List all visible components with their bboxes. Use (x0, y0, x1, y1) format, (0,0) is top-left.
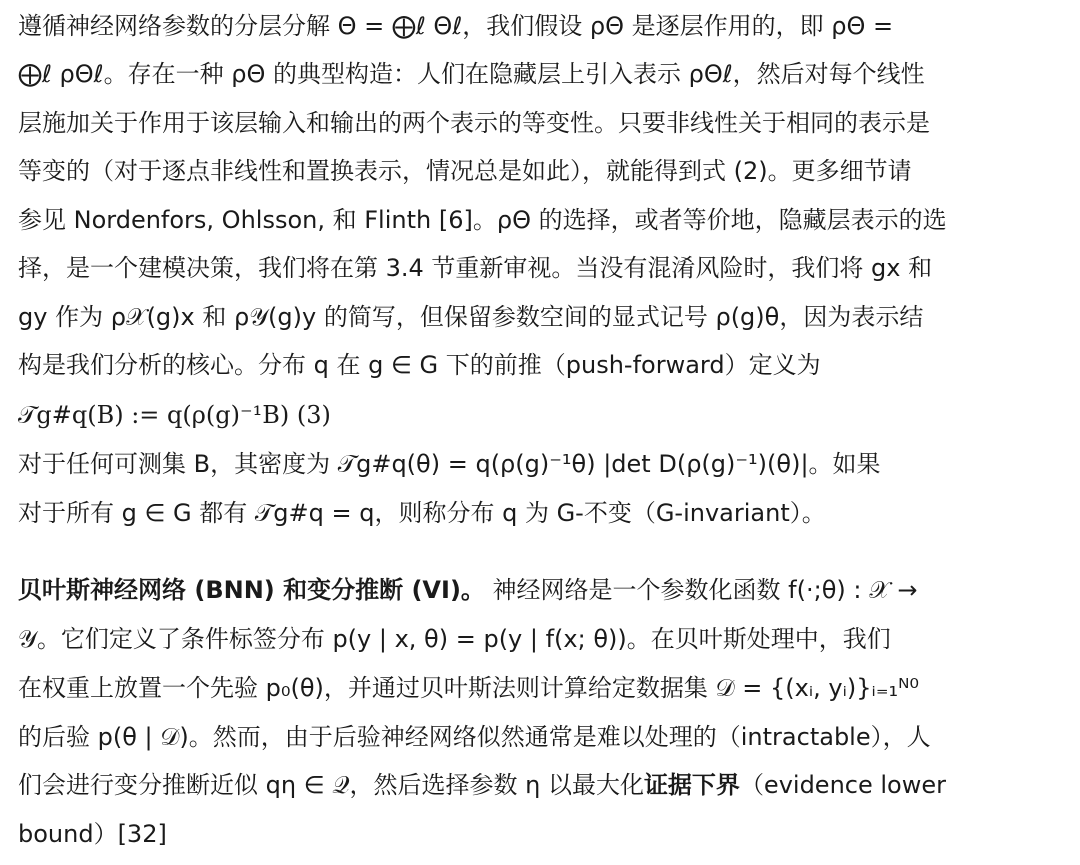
text-line: 对于任何可测集 B，其密度为 𝒯g#q(θ) = q(ρ(g)⁻¹θ) |det D(ρ(g)⁻¹)(θ)|。如果 (18, 450, 881, 478)
text-line (18, 773, 1066, 797)
bold-term-elbo: 证据下界 (643, 771, 740, 799)
text-line: 参见 Nordenfors, Ohlsson, 和 Flinth [6]。ρΘ 的选择，或者等价地，隐藏层表示的选 (18, 206, 947, 234)
text-run: 神经网络是一个参数化函数 f(·;θ) : 𝒳 → (484, 576, 918, 604)
equation-pushforward: 𝒯g#q(B) := q(ρ(g)⁻¹B) (3) (18, 401, 331, 429)
text-line: 在权重上放置一个先验 p₀(θ)，并通过贝叶斯法则计算给定数据集 𝒟 = {(xᵢ, yᵢ)}ᵢ₌₁ᴺ⁰ (18, 674, 920, 702)
text-line: 对于所有 g ∈ G 都有 𝒯g#q = q，则称分布 q 为 G-不变（G-invariant）。 (18, 499, 826, 527)
text-line: 层施加关于作用于该层输入和输出的两个表示的等变性。只要非线性关于相同的表示是 (18, 109, 930, 137)
text-line: ⨁ℓ ρΘℓ。存在一种 ρΘ 的典型构造：人们在隐藏层上引入表示 ρΘℓ，然后对每个线性 (18, 60, 925, 88)
text-line: 构是我们分析的核心。分布 q 在 g ∈ G 下的前推（push-forward）定义为 (18, 351, 821, 379)
text-run: （evidence lower (739, 771, 946, 799)
text-line: gy 作为 ρ𝒳(g)x 和 ρ𝒴(g)y 的简写，但保留参数空间的显式记号 ρ(g)θ，因为表示结 (18, 303, 924, 331)
text-line: 遵循神经网络参数的分层分解 Θ = ⨁ℓ Θℓ，我们假设 ρΘ 是逐层作用的，即 ρΘ = (18, 12, 894, 40)
text-line: 𝒴。它们定义了条件标签分布 p(y | x, θ) = p(y | f(x; θ))。在贝叶斯处理中，我们 (18, 625, 891, 653)
text-line: 择，是一个建模决策，我们将在第 3.4 节重新审视。当没有混淆风险时，我们将 gx 和 (18, 254, 933, 282)
text-line: 的后验 p(θ | 𝒟)。然而，由于后验神经网络似然通常是难以处理的（intractable），人 (18, 723, 931, 751)
text-run: 们会进行变分推断近似 qη ∈ 𝒬，然后选择参数 η 以最大化 (18, 771, 644, 799)
paragraph-heading: 贝叶斯神经网络 (BNN) 和变分推断 (VI)。 (18, 576, 485, 604)
text-line: bound）[32] (18, 820, 167, 848)
text-line (18, 578, 1066, 602)
text-line: 等变的（对于逐点非线性和置换表示，情况总是如此），就能得到式 (2)。更多细节请 (18, 157, 912, 185)
